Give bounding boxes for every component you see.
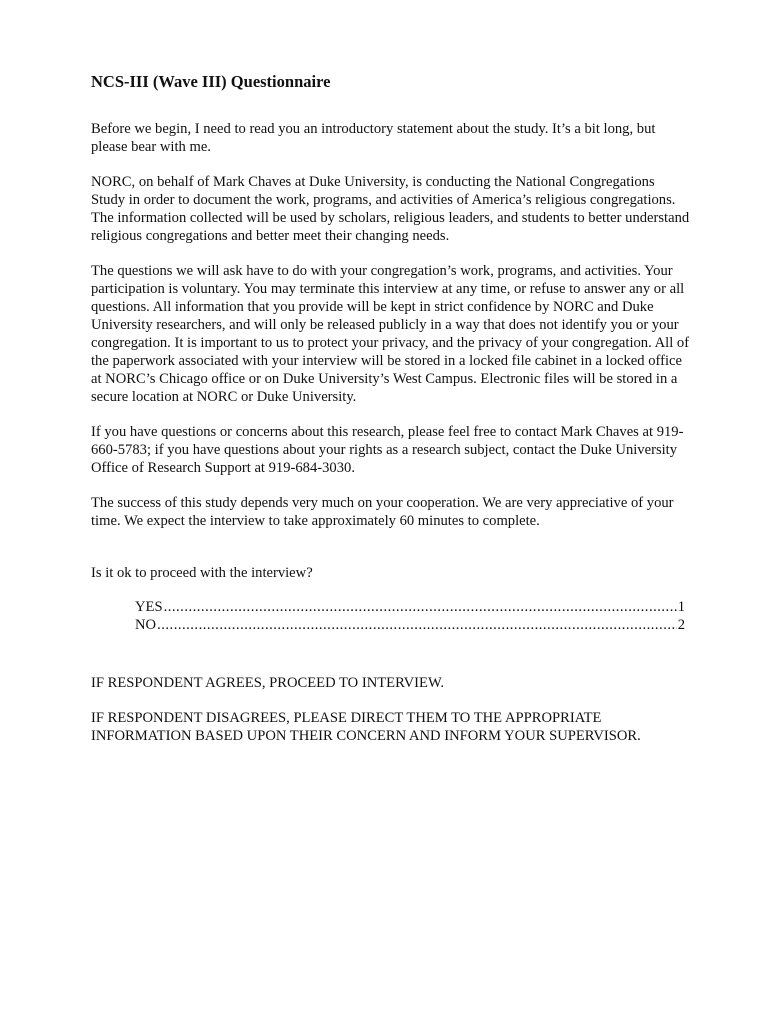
- document-page: [91, 70, 691, 762]
- option-no: [135, 616, 685, 634]
- agree-instruction: IF RESPONDENT AGREES, PROCEED TO INTERVIEW.: [91, 675, 445, 691]
- intro-paragraph: Before we begin, I need to read you an introductory statement about the study. It’s a bit long, but please bear with me.: [91, 121, 656, 155]
- dot-leader: [164, 598, 677, 616]
- dot-leader: [157, 616, 677, 634]
- option-code: 2: [677, 617, 685, 633]
- study-description-paragraph: NORC, on behalf of Mark Chaves at Duke University, is conducting the National Congregations Study in order to document the work, programs, and activities of America’s religious congregations. The information collected will be used by scholars, religious leaders, and students to better understand religious congregations and better meet their changing needs.: [91, 174, 690, 244]
- closing-paragraph: The success of this study depends very much on your cooperation. We are very appreciative of your time. We expect the interview to take approximately 60 minutes to complete.: [91, 495, 674, 529]
- option-label: YES: [135, 599, 163, 615]
- option-label: NO: [135, 617, 157, 633]
- option-code: 1: [677, 599, 685, 615]
- disagree-instruction: IF RESPONDENT DISAGREES, PLEASE DIRECT THEM TO THE APPROPRIATE INFORMATION BASED UPON THEIR CONCERN AND INFORM YOUR SUPERVISOR.: [91, 710, 641, 744]
- contact-paragraph: If you have questions or concerns about this research, please feel free to contact Mark Chaves at 919-660-5783; if you have questions about your rights as a research subject, contact the Duke University Office of Research Support at 919-684-3030.: [91, 424, 684, 476]
- consent-question: Is it ok to proceed with the interview?: [91, 565, 313, 581]
- participation-paragraph: The questions we will ask have to do with your congregation’s work, programs, and activities. Your participation is voluntary. You may terminate this interview at any time, or refuse to answer any or all questions. All information that you provide will be kept in strict confidence by NORC and Duke University researchers, and will only be released publicly in a way that does not identify you or your congregation. It is important to us to protect your privacy, and the privacy of your congregation. All of the paperwork associated with your interview will be stored in a locked file cabinet in a locked office at NORC’s Chicago office or on Duke University’s West Campus. Electronic files will be stored in a secure location at NORC or Duke University.: [91, 263, 690, 405]
- document-title: NCS-III (Wave III) Questionnaire: [91, 72, 331, 91]
- answer-options: [135, 598, 685, 634]
- option-yes: [135, 598, 685, 616]
